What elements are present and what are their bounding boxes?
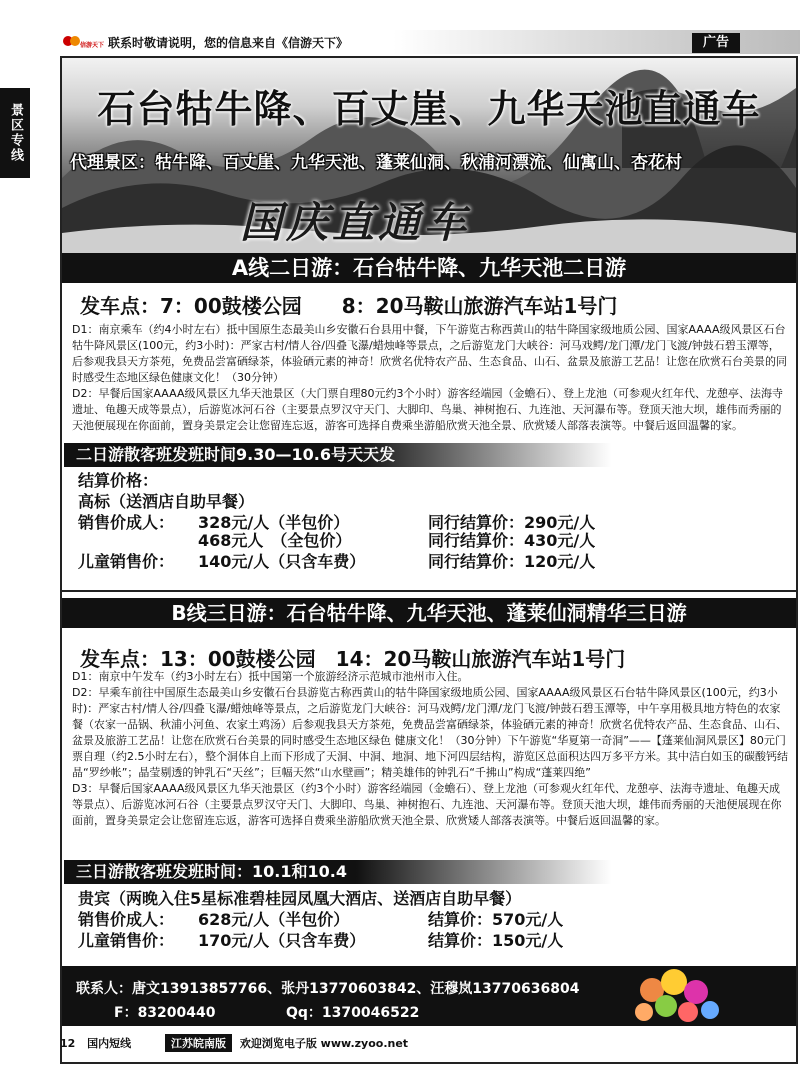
ad-label: 广告 xyxy=(692,33,740,53)
price-label: 结算价格： xyxy=(78,471,159,490)
flower-bouquet-icon xyxy=(622,960,732,1032)
page-title: 石台牯牛降、百丈崖、九华天池直通车 xyxy=(97,87,761,131)
adult-half-price: 328元/人（半包价） xyxy=(198,513,350,532)
qq-number: Qq：1370046522 xyxy=(286,1005,420,1021)
page-number: 12 xyxy=(60,1037,76,1050)
adult-price-label: 销售价成人： xyxy=(78,513,175,532)
price-tier: 高标（送酒店自助早餐） xyxy=(78,492,255,511)
contact-panel xyxy=(62,966,796,1026)
b-settle-price-1: 结算价：570元/人 xyxy=(428,910,564,929)
adult-full-price: 468元人 （全包价） xyxy=(198,531,352,550)
line-b-departure: 发车点：13：00鼓楼公园 14：20马鞍山旅游汽车站1号门 xyxy=(80,647,626,671)
line-b-day-1: D1：南京中午发车（约3小时左右）抵中国第一个旅游经济示范城市池州市入住。 xyxy=(72,670,469,683)
national-day-slogan: 国庆直通车 xyxy=(240,198,471,247)
section-side-tab: 景区专线 xyxy=(0,88,30,178)
line-a-day-2: D2：早餐后国家AAAA级风景区九华天池景区（大门票自理80元约3个小时）游客经端园（金蟾石）、登上龙池（可参观火红年代、龙憩亭、法海寺遗址、龟趣天成等景点），后游览冰河石谷（主要景点罗汉守天门、大脚印、鸟巢、神树抱石、九连池、天河瀑布等。登顶天池大坝，雄伟而秀丽的天池便展现在你面前，置身美景定会让您留连忘返，游客可选择自费乘坐游船欣赏天池全景、欣赏矮人部落表演等。中餐后返回温馨的家。 xyxy=(72,387,783,432)
contact-persons: 联系人：唐文13913857766、张丹13770603842、汪穆岚13770636804 xyxy=(76,981,580,997)
line-a-day-1: D1：南京乘车（约4小时左右）抵中国原生态最美山乡安徽石台县用中餐，下午游览古称西黄山的牯牛降国家级地质公园、国家AAAA级风景区石台牯牛降风景区(100元，约3小时)：严家古村/情人谷/四叠飞瀑/蜡烛峰等景点，之后游览龙门大峡谷：河马戏鳄/龙门潭/龙门飞渡/钟鼓石碧玉潭等，后参观我县天方茶苑，免费品尝富硒绿茶，体验硒元素的神奇！欣赏名优特农产品、生态食品、山石、盆景及旅游工艺品！让您在欣赏石台美景的同时感受生态地区绿色健康文化！（30分钟） xyxy=(72,323,787,384)
line-a-departure: 发车点：7：00鼓楼公园 8：20马鞍山旅游汽车站1号门 xyxy=(80,294,618,318)
divider xyxy=(62,590,796,592)
vip-tier: 贵宾（两晚入住5星标准碧桂园凤凰大酒店、送酒店自助早餐） xyxy=(78,889,522,908)
b-adult-label: 销售价成人： xyxy=(78,910,175,929)
line-a-title: A线二日游：石台牯牛降、九华天池二日游 xyxy=(62,253,796,283)
line-b-title: B线三日游：石台牯牛降、九华天池、蓬莱仙洞精华三日游 xyxy=(62,598,796,628)
child-price-label: 儿童销售价： xyxy=(78,552,175,571)
agent-scenic-list: 代理景区：牯牛降、百丈崖、九华天池、蓬莱仙洞、秋浦河漂流、仙寓山、杏花村 xyxy=(70,153,682,173)
source-note: 联系时敬请说明，您的信息来自《信游天下》 xyxy=(108,36,349,50)
settle-price-2: 同行结算价：430元/人 xyxy=(428,531,596,550)
line-b-schedule-band: 三日游散客班发班时间：10.1和10.4 xyxy=(64,860,794,884)
child-price: 140元/人（只含车费） xyxy=(198,552,366,571)
line-a-itinerary xyxy=(72,322,788,434)
website-link[interactable]: 欢迎浏览电子版 www.zyoo.net xyxy=(239,1037,409,1050)
line-b-day-2: D2：早乘车前往中国原生态最美山乡安徽石台县游览古称西黄山的牯牛降国家级地质公园、国家AAAA级风景区石台牯牛降风景区(100元，约3小时)：严家古村/情人谷/四叠飞瀑/蜡烛峰等景点，之后游览龙门大峡谷：河马戏鳄/龙门潭/龙门飞渡/钟鼓石碧玉潭等，中午享用极具地方特色的农家餐（农家一品锅、秋浦小河鱼、农家土鸡汤）后参观我县天方茶苑，免费品尝富硒绿茶，体验硒元素的神奇！欣赏名优特农产品、生态食品、山石、盆景及旅游工艺品！让您在欣赏石台美景的同时感受生态地区绿色 健康文化！（30分钟）下午游览“华夏第一奇洞”——【蓬莱仙洞风景区】80元门票自理（约2.5小时左右），整个洞体自上而下形成了天洞、中洞、地洞、地下河四层结构，游览区总面积达四万多平方米。其中洁白如玉的碳酸钙结晶“罗纱帐”；晶莹剔透的钟乳石“天丝”；巨幅天然“山水壁画”；精美雄伟的钟乳石“千拂山”构成“蓬莱四绝” xyxy=(72,686,788,779)
b-child-label: 儿童销售价： xyxy=(78,931,175,950)
settle-price-3: 同行结算价：120元/人 xyxy=(428,552,596,571)
page-footer xyxy=(60,1034,408,1052)
b-child-price: 170元/人（只含车费） xyxy=(198,931,366,950)
line-b-day-3: D3：早餐后国家AAAA级风景区九华天池景区（约3个小时）游客经端园（金蟾石）、登上龙池（可参观火红年代、龙憩亭、法海寺遗址、龟趣天成等景点）、后游览冰河石谷（主要景点罗汉守天门、大脚印、鸟巢、神树抱石、九连池、天河瀑布等。登顶天池大坝，雄伟而秀丽的天池便展现在你面前，置身美景定会让您留连忘返，游客可选择自费乘坐游船欣赏天池全景、欣赏矮人部落表演等。中餐后返回温馨的家。 xyxy=(72,782,782,827)
logo-text: 信游天下 xyxy=(80,42,105,49)
settle-price-1: 同行结算价：290元/人 xyxy=(428,513,596,532)
b-adult-price: 628元/人（半包价） xyxy=(198,910,350,929)
footer-section: 国内短线 xyxy=(87,1037,132,1050)
line-b-itinerary xyxy=(72,669,788,829)
b-settle-price-2: 结算价：150元/人 xyxy=(428,931,564,950)
line-a-schedule-band: 二日游散客班发班时间9.30—10.6号天天发 xyxy=(64,443,794,467)
fax-number: F：83200440 xyxy=(114,1005,216,1021)
edition-tag: 江苏皖南版 xyxy=(165,1034,232,1052)
